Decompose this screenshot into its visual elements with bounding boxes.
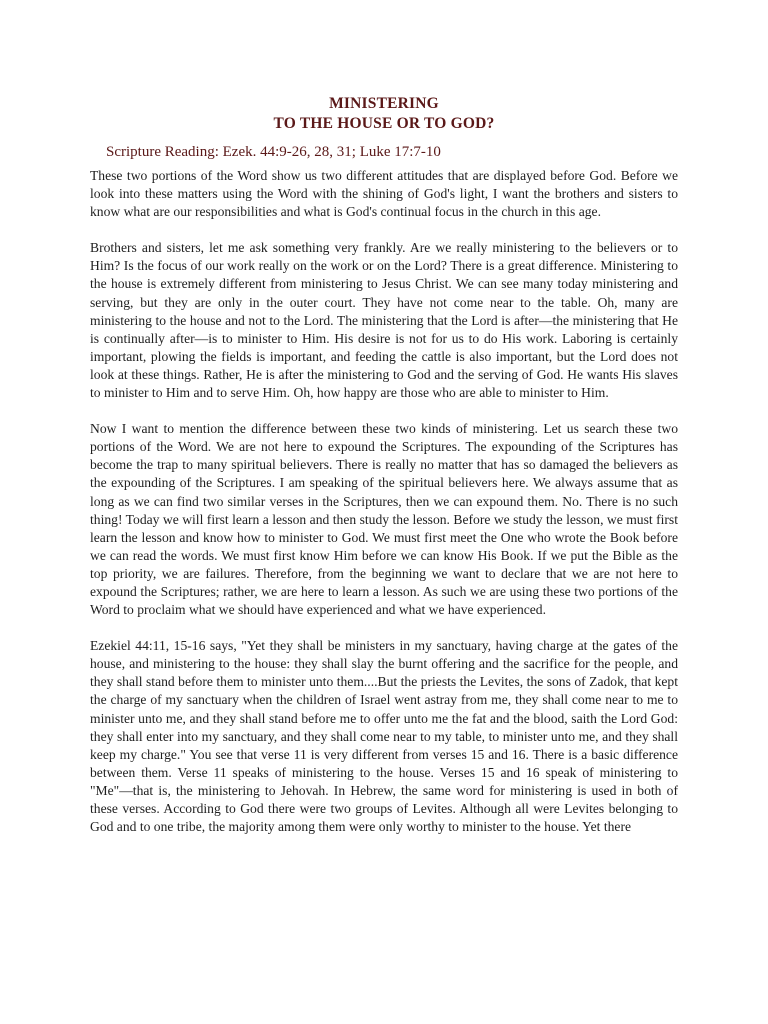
document-title xyxy=(90,94,678,134)
scripture-reading: Scripture Reading: Ezek. 44:9-26, 28, 31; Luke 17:7-10 xyxy=(106,144,441,160)
paragraph-4: Ezekiel 44:11, 15-16 says, "Yet they shall be ministers in my sanctuary, having charge at the gates of the house, and ministering to the house: they shall slay the burnt offering and the sacrifice for the people, and they shall stand before them to minister unto them....But the priests the Levites, the sons of Zadok, that kept the charge of my sanctuary when the children of Israel went astray from me, they shall come near to me to minister unto me, and they shall stand before me to offer unto me the fat and the blood, saith the Lord God: they shall enter into my sanctuary, and they shall come near to my table, to minister unto me, and they shall keep my charge." You see that verse 11 is very different from verses 15 and 16. There is a basic difference between them. Verse 11 speaks of ministering to the house. Verses 15 and 16 speak of ministering to "Me"—that is, the ministering to Jehovah. In Hebrew, the same word for ministering is used in both of these verses. According to God there were two groups of Levites. Although all were Levites belonging to God and to one tribe, the majority among them were only worthy to minister to the house. Yet there xyxy=(90,638,678,835)
paragraph-2: Brothers and sisters, let me ask something very frankly. Are we really ministering to the believers or to Him? Is the focus of our work really on the work or on the Lord? There is a great difference. Ministering to the house is extremely different from ministering to Jesus Christ. We can see many today ministering and serving, but they are only in the outer court. They have not come near to the table. Oh, many are ministering to the house and not to the Lord. The ministering that the Lord is after—the ministering that He is continually after—is to minister to Him. His desire is not for us to do His work. Laboring is certainly important, plowing the fields is important, and feeding the cattle is also important, but the Lord does not look at these things. Rather, He is after the ministering to God and the serving of God. He wants His slaves to minister to Him and to serve Him. Oh, how happy are those who are able to minister to Him. xyxy=(90,240,678,401)
paragraph-1: These two portions of the Word show us two different attitudes that are displayed before God. Before we look into these matters using the Word with the shining of God's light, I want the brothers and sisters to know what are our responsibilities and what is God's continual focus in the church in this age. xyxy=(90,168,678,220)
title-line-1: MINISTERING xyxy=(329,95,439,112)
document-page xyxy=(90,94,678,854)
paragraph-3: Now I want to mention the difference between these two kinds of ministering. Let us search these two portions of the Word. We are not here to expound the Scriptures. The expounding of the Scriptures has become the trap to many spiritual believers. There is really no matter that has so damaged the believers as the expounding of the Scriptures. I am speaking of the spiritual believers here. We always assume that as long as we can find two similar verses in the Scriptures, then we can expound them. No. There is no such thing! Today we will first learn a lesson and then study the lesson. Before we study the lesson, we must first learn the lesson and know how to minister to God. We must first meet the One who wrote the Book before we can read the words. We must first know Him before we can know His Book. If we put the Bible as the top priority, we are failures. Therefore, from the beginning we want to declare that we are not here to expound the Scriptures; rather, we are here to learn a lesson. As such we are using these two portions of the Word to proclaim what we should have experienced and what we have experienced. xyxy=(90,421,678,618)
title-line-2: TO THE HOUSE OR TO GOD? xyxy=(273,115,495,132)
